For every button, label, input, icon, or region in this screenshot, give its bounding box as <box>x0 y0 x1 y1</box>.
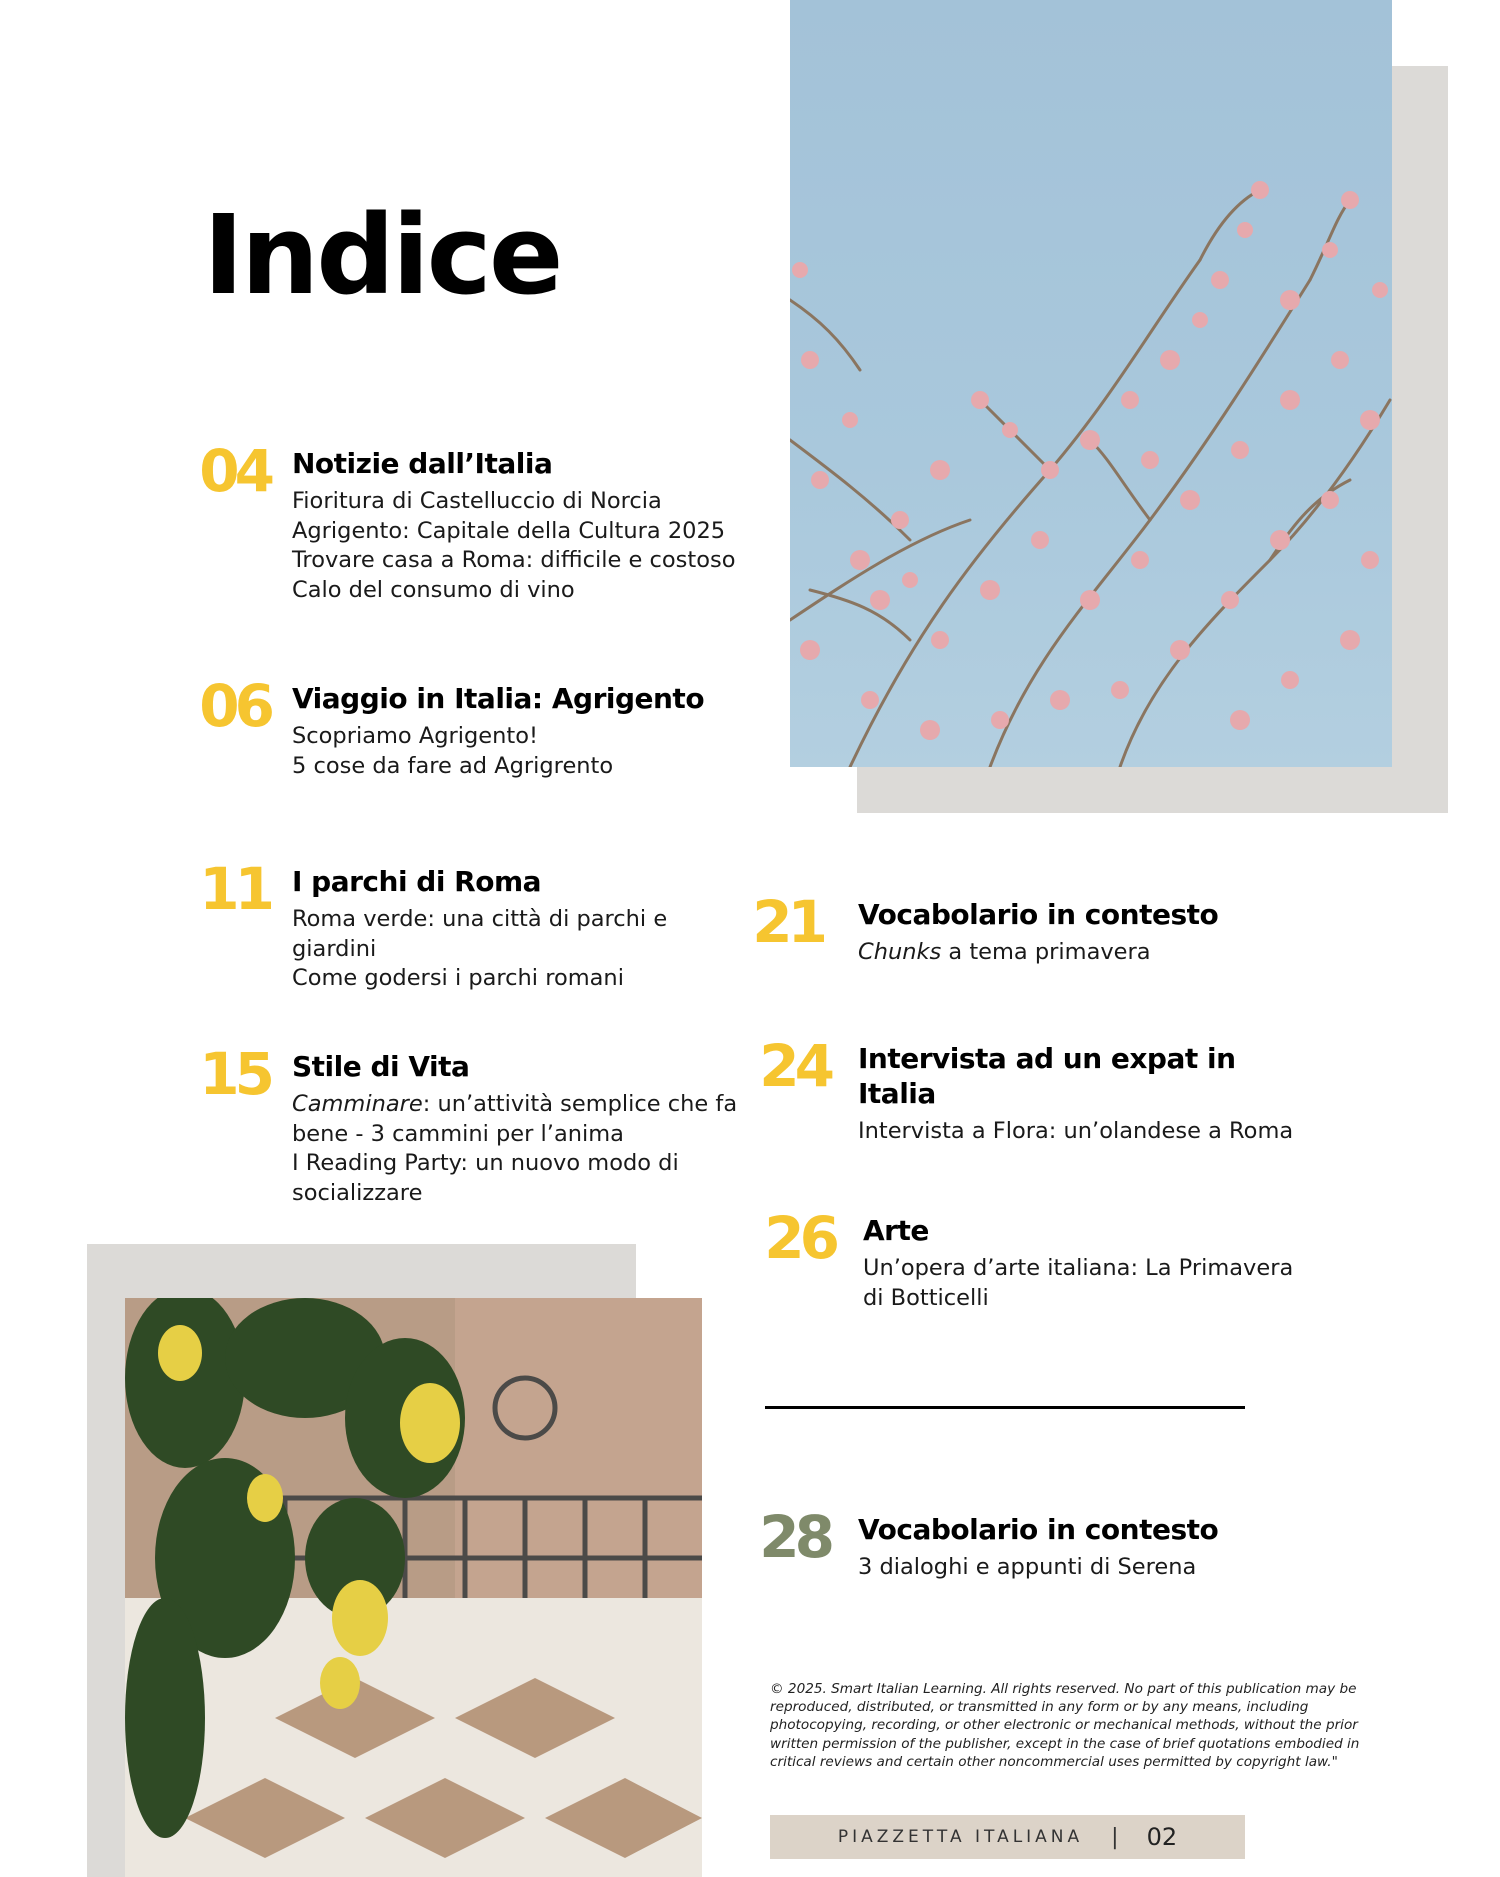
topic-line: Roma verde: una città di parchi e <box>292 906 668 932</box>
lemon-tree-icon <box>125 1298 702 1877</box>
copyright-notice: © 2025. Smart Italian Learning. All rights reserved. No part of this publication may be reproduced, distributed, or transmitted in any form or by any means, including photocopying, recording, or other electronic or mechanical methods, without the prior written permission of the publisher, except in the case of brief quotations embodied in critical reviews and certain other noncommercial uses permitted by copyright law." <box>770 1681 1360 1770</box>
section-heading: Notizie dall’Italia <box>292 447 553 480</box>
page-footer <box>770 1815 1245 1859</box>
italic-term: Camminare <box>292 1091 423 1117</box>
section-divider <box>765 1406 1245 1409</box>
topic-line: di Botticelli <box>863 1284 989 1311</box>
page-title: Indice <box>203 191 561 319</box>
topic-line-rest: : un’attività semplice che fa <box>422 1091 738 1117</box>
topic-line <box>292 1090 752 1120</box>
topic-line: 5 cose da fare ad Agrigrento <box>292 752 614 779</box>
blossom-branches-icon <box>790 0 1392 767</box>
topic-line <box>858 938 1318 968</box>
topic-line: socializzare <box>292 1179 423 1206</box>
section-heading: I parchi di Roma <box>292 865 542 898</box>
italic-term: Chunks <box>858 939 942 965</box>
topic-line-rest: a tema primavera <box>941 939 1151 965</box>
page-number: 21 <box>752 888 823 956</box>
topic-line: Come godersi i parchi romani <box>292 965 624 991</box>
page-number: 26 <box>764 1204 835 1272</box>
section-heading: Vocabolario in contesto <box>858 1513 1219 1546</box>
blossom-photo <box>790 0 1392 767</box>
topic-line: Calo del consumo di vino <box>292 576 575 603</box>
magazine-name: PIAZZETTA ITALIANA <box>837 1827 1084 1847</box>
topic-line: bene - 3 cammini per l’anima <box>292 1120 624 1147</box>
section-heading: Vocabolario in contesto <box>858 898 1219 931</box>
section-heading: Viaggio in Italia: Agrigento <box>292 682 705 715</box>
topic-line: Intervista a Flora: un’olandese a Roma <box>858 1118 1294 1144</box>
page-number: 11 <box>199 855 270 923</box>
topic-line: Scopriamo Agrigento! <box>292 723 538 749</box>
section-heading: Stile di Vita <box>292 1050 470 1083</box>
topic-line: giardini <box>292 935 377 962</box>
page-number: 15 <box>199 1040 270 1108</box>
topic-line: 3 dialoghi e appunti di Serena <box>858 1554 1197 1580</box>
page-number: 24 <box>759 1032 830 1100</box>
lemon-photo <box>125 1298 702 1877</box>
topic-line: Agrigento: Capitale della Cultura 2025 <box>292 517 726 544</box>
topic-line: Fioritura di Castelluccio di Norcia <box>292 488 662 514</box>
footer-page-number: 02 <box>1146 1823 1178 1851</box>
topic-line: Trovare casa a Roma: difficile e costoso <box>292 547 736 573</box>
footer-separator: | <box>1111 1824 1119 1850</box>
topic-line: I Reading Party: un nuovo modo di <box>292 1150 679 1176</box>
page-number: 28 <box>759 1503 830 1571</box>
page-number: 06 <box>199 672 270 740</box>
section-heading: Arte <box>863 1214 929 1247</box>
page-number: 04 <box>199 437 270 505</box>
section-heading: Intervista ad un expat in Italia <box>858 1042 1236 1110</box>
topic-line: Un’opera d’arte italiana: La Primavera <box>863 1255 1294 1281</box>
